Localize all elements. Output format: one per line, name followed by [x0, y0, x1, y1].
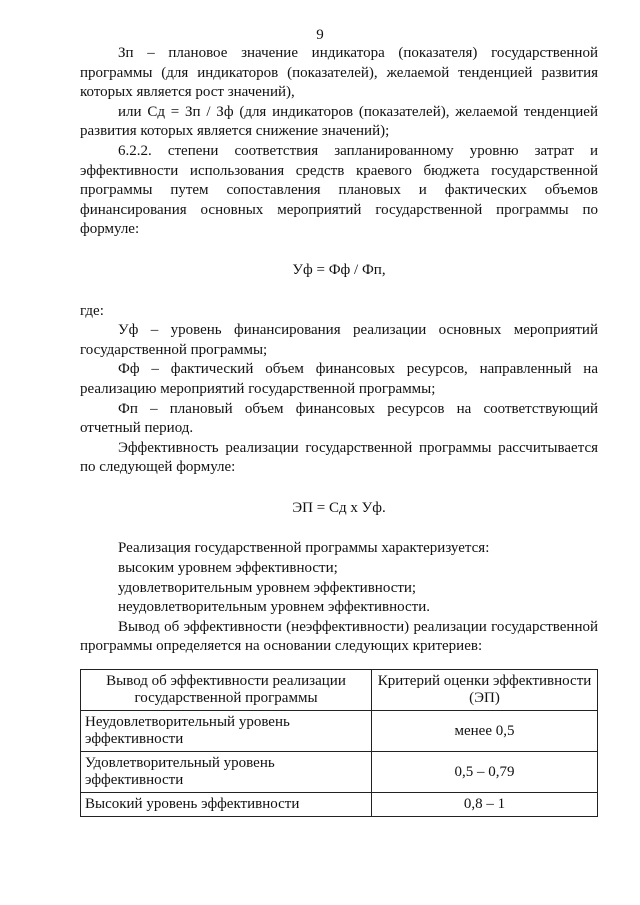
formula-uf: Уф = Фф / Фп,	[292, 261, 386, 278]
list-item-satisfactory: удовлетворительным уровнем эффективности;	[118, 579, 417, 596]
paragraph-uf-definition: Уф – уровень финансирования реализации основных мероприятий государственной программы;	[80, 322, 598, 358]
paragraph-ff-definition: Фф – фактический объем финансовых ресурсов, направленный на реализацию мероприятий государственной программы;	[80, 361, 598, 397]
table-row	[81, 752, 598, 793]
paragraph-characterized: Реализация государственной программы характеризуется:	[118, 540, 490, 557]
table-header-cell: Вывод об эффективности реализации государственной программы	[81, 670, 372, 711]
paragraph-zp-definition: Зп – плановое значение индикатора (показателя) государственной программы (для индикаторов (показателей), желаемой тенденцией развития которых является рост значений),	[80, 45, 598, 101]
table-header-row	[81, 670, 598, 711]
table-cell-conclusion: Удовлетворительный уровень эффективности	[81, 752, 372, 793]
table-row	[81, 711, 598, 752]
paragraph-where: где:	[80, 302, 104, 319]
formula-ep: ЭП = Сд х Уф.	[292, 499, 386, 516]
table-cell-conclusion: Неудовлетворительный уровень эффективности	[81, 711, 372, 752]
document-body	[80, 44, 598, 817]
list-item-high: высоким уровнем эффективности;	[118, 560, 338, 577]
table-row	[81, 793, 598, 817]
table-cell-criterion: 0,5 – 0,79	[372, 752, 598, 793]
paragraph-efficiency-intro: Эффективность реализации государственной программы рассчитывается по следующей формуле:	[80, 439, 598, 476]
criteria-table	[80, 669, 598, 817]
table-cell-criterion: 0,8 – 1	[372, 793, 598, 817]
paragraph-criteria-intro: Вывод об эффективности (неэффективности) реализации государственной программы определяется на основании следующих критериев:	[80, 618, 598, 655]
paragraph-sd-alt-formula: или Сд = Зп / Зф (для индикаторов (показателей), желаемой тенденцией развития которых является снижение значений);	[80, 103, 598, 140]
table-cell-conclusion: Высокий уровень эффективности	[81, 793, 372, 817]
table-header-cell: Критерий оценки эффективности (ЭП)	[372, 670, 598, 711]
paragraph-6-2-2: 6.2.2. степени соответствия запланированному уровню затрат и эффективности использования средств краевого бюджета государственной программы путем сопоставления плановых и фактических объемов финансирования основных мероприятий государственной программы по формуле:	[80, 142, 598, 238]
table-cell-criterion: менее 0,5	[372, 711, 598, 752]
page-number: 9	[316, 27, 324, 43]
paragraph-fp-definition: Фп – плановый объем финансовых ресурсов на соответствующий отчетный период.	[80, 400, 598, 437]
list-item-unsatisfactory: неудовлетворительным уровнем эффективности.	[118, 599, 430, 616]
